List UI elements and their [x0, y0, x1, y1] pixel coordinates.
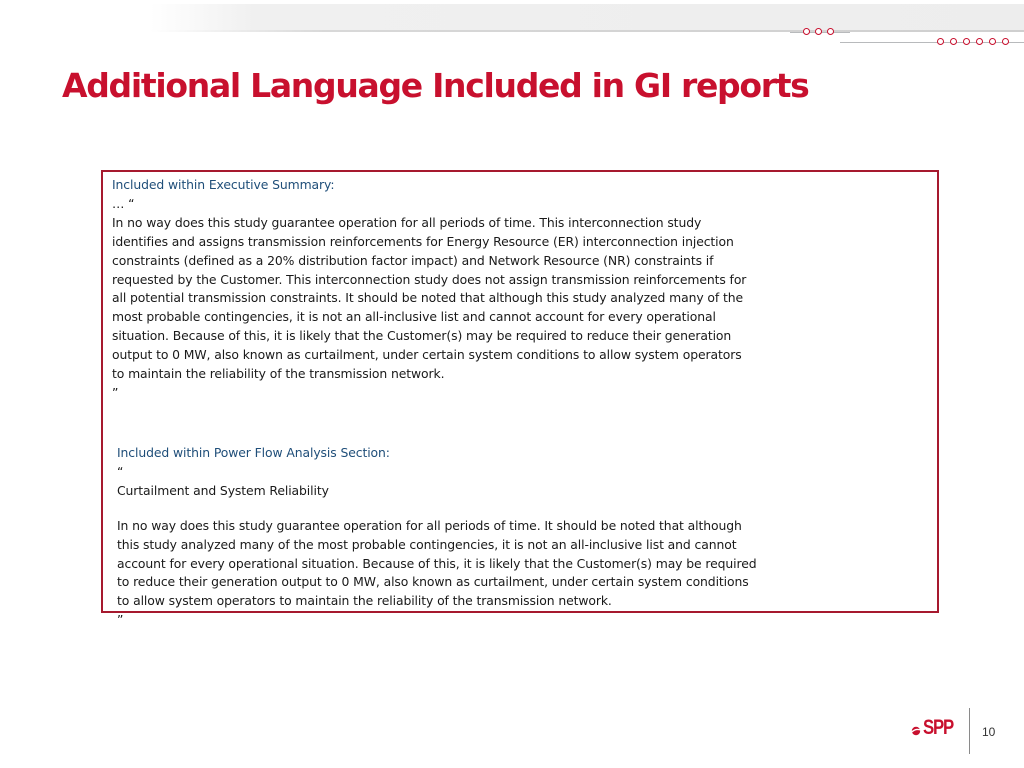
paragraph-line: In no way does this study guarantee operation for all periods of time. It should be noted that although	[117, 517, 742, 533]
paragraph-line: In no way does this study guarantee operation for all periods of time. This interconnection study	[112, 214, 702, 230]
page-number: 10	[982, 725, 996, 739]
paragraph-line: identifies and assigns transmission reinforcements for Energy Resource (ER) interconnection injection	[112, 233, 734, 249]
paragraph-line: most probable contingencies, it is not an all-inclusive list and cannot account for every operational	[112, 309, 716, 325]
decor-dot-icon	[827, 28, 834, 35]
close-quote: ”	[117, 612, 124, 628]
paragraph-line: all potential transmission constraints. It should be noted that although this study analyzed many of the	[112, 290, 744, 306]
paragraph-line: to allow system operators to maintain the reliability of the transmission network.	[117, 593, 612, 609]
decor-dot-icon	[963, 38, 970, 45]
open-quote: “	[117, 463, 124, 479]
executive-summary-section	[112, 176, 746, 403]
spp-swoosh-icon	[910, 722, 922, 734]
executive-summary-paragraph	[112, 214, 746, 384]
executive-summary-heading: Included within Executive Summary:	[112, 177, 335, 192]
decor-dot-icon	[815, 28, 822, 35]
paragraph-line: output to 0 MW, also known as curtailment, under certain system conditions to allow system operators	[112, 347, 742, 363]
slide-title: Additional Language Included in GI reports	[62, 66, 809, 105]
paragraph-line: to reduce their generation output to 0 MW, also known as curtailment, under certain system conditions	[117, 574, 749, 590]
decor-dot-icon	[1002, 38, 1009, 45]
decor-dot-icon	[803, 28, 810, 35]
paragraph-line: this study analyzed many of the most probable contingencies, it is not an all-inclusive list and cannot	[117, 536, 737, 552]
decor-dot-icon	[937, 38, 944, 45]
quoted-language-box	[101, 170, 939, 628]
paragraph-line: to maintain the reliability of the transmission network.	[112, 366, 445, 382]
header-band	[150, 4, 1024, 30]
paragraph-line: account for every operational situation. Because of this, it is likely that the Customer(s) may be required	[117, 555, 757, 571]
spp-logo	[910, 716, 961, 740]
header-rule	[150, 30, 1024, 32]
power-flow-paragraph	[117, 517, 757, 612]
power-flow-section	[117, 444, 757, 630]
decor-dot-icon	[976, 38, 983, 45]
open-quote: … “	[112, 195, 135, 211]
paragraph-line: requested by the Customer. This interconnection study does not assign transmission reinforcements for	[112, 271, 747, 287]
power-flow-subheading: Curtailment and System Reliability	[117, 482, 329, 498]
footer-divider	[969, 708, 970, 754]
paragraph-line: situation. Because of this, it is likely that the Customer(s) may be required to reduce their generation	[112, 328, 732, 344]
paragraph-line: constraints (defined as a 20% distribution factor impact) and Network Resource (NR) constraints if	[112, 252, 714, 268]
decor-dot-icon	[989, 38, 996, 45]
power-flow-heading: Included within Power Flow Analysis Section:	[117, 445, 390, 460]
spp-logo-text: SPP	[923, 716, 954, 739]
close-quote: ”	[112, 384, 119, 400]
decor-dot-icon	[950, 38, 957, 45]
